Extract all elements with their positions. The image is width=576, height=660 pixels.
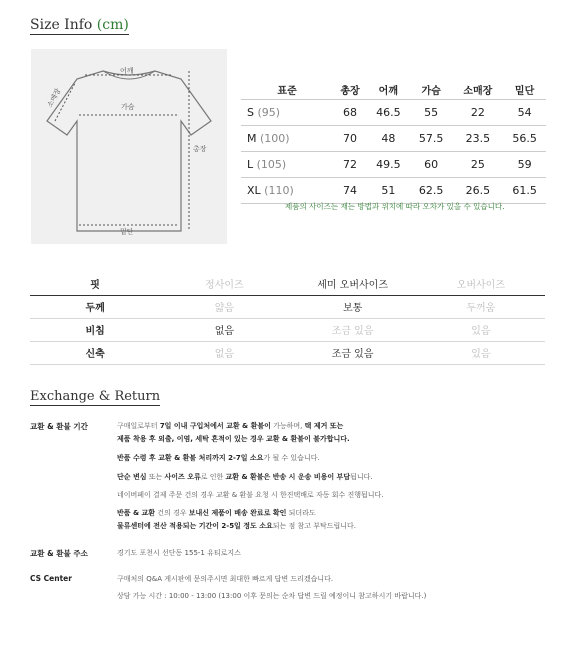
size-note: 제품의 사이즈는 재는 방법과 위치에 따라 오차가 있을 수 있습니다. [285,202,505,211]
size-table-header [241,81,546,99]
fit-option: 조금 있음 [288,318,416,341]
table-cell: 59 [503,151,546,177]
table-cell: 54 [503,99,546,125]
col-header: 가슴 [421,86,441,98]
col-header: 표준 [277,86,297,98]
table-cell: 74 [333,177,367,203]
size-info-unit: (cm) [96,17,129,33]
fit-row-label: 핏 [30,272,160,295]
size-label: M (100) [241,125,333,151]
fit-option: 없음 [160,341,288,364]
diagram-label-hem: 밑단 [120,228,134,236]
table-cell: 70 [333,125,367,151]
size-table [241,81,546,204]
table-cell: 56.5 [503,125,546,151]
fit-option: 조금 있음 [288,341,416,364]
table-cell: 23.5 [453,125,504,151]
table-cell: 62.5 [410,177,453,203]
policy-line: 제품 착용 후 외출, 이염, 세탁 흔적이 있는 경우 교환 & 환불이 불가합니다. [117,435,350,443]
table-cell: 46.5 [367,99,410,125]
table-row [241,125,546,151]
fit-row [30,318,545,341]
fit-option: 정사이즈 [160,272,288,295]
diagram-label-sleeve: 소매장 [45,87,63,109]
fit-row-label: 비침 [30,318,160,341]
table-row [241,99,546,125]
fit-option: 있음 [417,341,545,364]
fit-option: 있음 [417,318,545,341]
size-label: L (105) [241,151,333,177]
policy-line: 반품 수령 후 교환 & 환불 처리까지 2-7일 소요가 될 수 있습니다. [117,454,320,462]
col-header: 소매장 [463,86,493,98]
exchange-heading: Exchange & Return [30,389,161,404]
fit-row-label: 신축 [30,341,160,364]
table-cell: 51 [367,177,410,203]
table-cell: 49.5 [367,151,410,177]
table-row [241,151,546,177]
size-info-heading [30,17,129,35]
table-row [241,177,546,203]
table-cell: 60 [410,151,453,177]
table-cell: 22 [453,99,504,125]
size-label: S (95) [241,99,333,125]
fit-option: 오버사이즈 [417,272,545,295]
col-header: 밑단 [514,86,535,98]
table-cell: 72 [333,151,367,177]
policy-line: 반품 & 교환 건의 경우 보내신 제품이 배송 완료로 확인 되더라도 [117,509,316,517]
fit-option: 두꺼움 [417,295,545,318]
policy-line: 구매일로부터 7일 이내 구입처에서 교환 & 환불이 가능하며, 택 제거 또는 [117,422,344,430]
table-cell: 26.5 [453,177,504,203]
tshirt-measurement-diagram [31,49,227,244]
table-cell: 57.5 [410,125,453,151]
table-cell: 48 [367,125,410,151]
exchange-policy-label: 교환 & 환불 기간 [30,422,88,431]
fit-option: 보통 [288,295,416,318]
fit-option: 없음 [160,318,288,341]
cs-line: 구매처의 Q&A 게시판에 문의주시면 최대한 빠르게 답변 드리겠습니다. [117,575,334,583]
diagram-label-chest: 가슴 [121,103,135,111]
size-label: XL (110) [241,177,333,203]
diagram-label-length: 총장 [193,145,207,153]
col-header: 총장 [340,86,360,98]
fit-option: 얇음 [160,295,288,318]
fit-option: 세미 오버사이즈 [288,272,416,295]
policy-line: 단순 변심 또는 사이즈 오류로 인한 교환 & 환불은 반송 시 운송 비용이 부담됩니다. [117,473,373,481]
fit-row [30,295,545,318]
fit-table [30,272,545,365]
col-header: 어깨 [378,86,398,98]
policy-line: 물류센터에 전산 적용되는 기간이 2-5일 정도 소요되는 점 참고 부탁드립니다. [117,522,357,530]
cs-center-label: CS Center [30,574,72,583]
fit-row [30,341,545,364]
size-info-title: Size Info [30,17,93,33]
table-cell: 25 [453,151,504,177]
table-cell: 68 [333,99,367,125]
diagram-label-shoulder: 어깨 [120,67,134,75]
fit-row-label: 두께 [30,295,160,318]
table-cell: 61.5 [503,177,546,203]
fit-row [30,272,545,295]
exchange-address: 경기도 포천시 선단동 155-1 유티로지스 [117,549,241,557]
exchange-address-label: 교환 & 환불 주소 [30,549,88,558]
table-cell: 55 [410,99,453,125]
policy-line: 네이버페이 결제 주문 건의 경우 교환 & 환불 요청 시 한진택배로 자동 회수 진행됩니다. [117,491,384,499]
cs-line: 상담 가능 시간 : 10:00 - 13:00 (13:00 이후 문의는 순차 답변 드릴 예정이니 참고하시기 바랍니다.) [117,592,427,600]
